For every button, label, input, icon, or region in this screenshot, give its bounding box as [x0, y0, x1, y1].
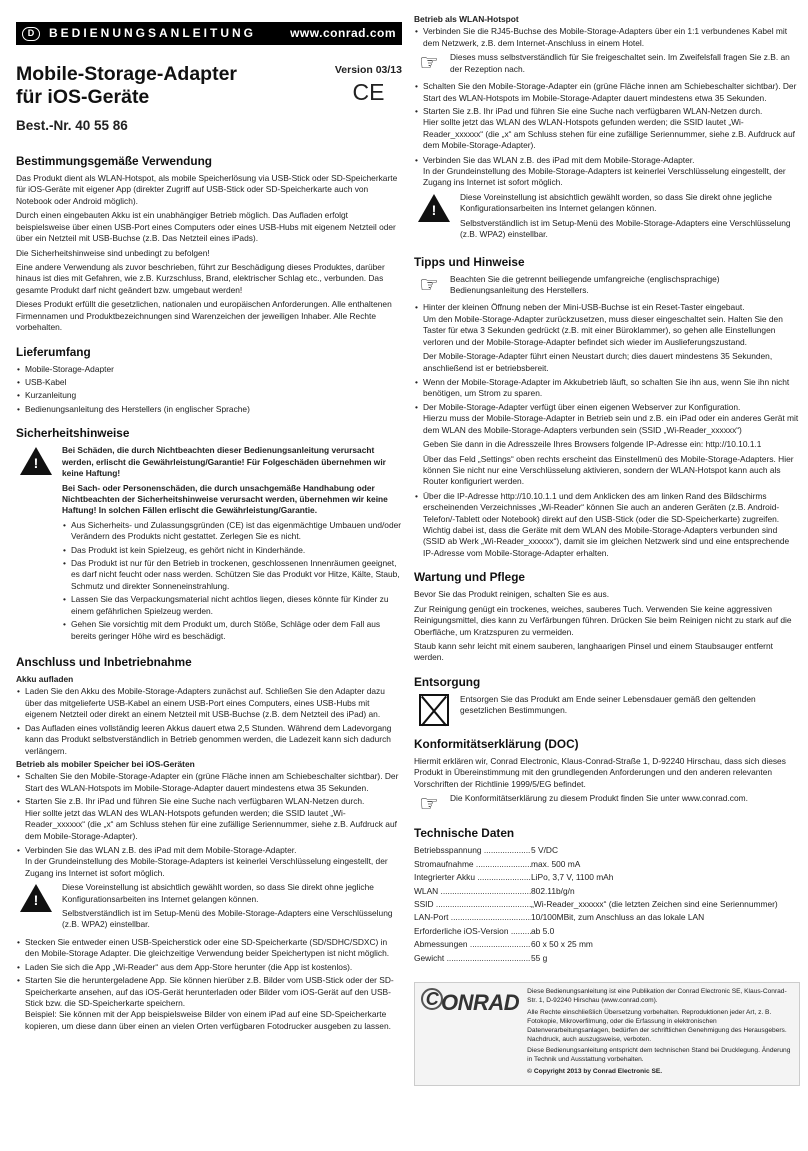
list-item: • Starten Sie z.B. Ihr iPad und führen Sie eine Suche nach verfügbaren WLAN-Netzen durch. Hier sollte jetzt das WLAN des WLAN-Hotspots gefunden werden; die SSID lautet „Wi-Reader_xxxxxx“ (die „x“ am Schluss stehen für eine zufällige Seriennummer, siehe z.B. Aufdruck auf dem Mobile-Storage-Adapter).	[16, 796, 402, 842]
spec-row: Betriebsspannung ..... 5 V/DC	[414, 845, 800, 856]
pointing-hand-icon: ☞	[419, 50, 439, 76]
list-item: • Hinter der kleinen Öffnung neben der Mini-USB-Buchse ist ein Reset-Taster eingebaut. Um den Mobile-Storage-Adapter zurückzusetzen, muss dieser eingeschaltet sein. Halten Sie den Taster für etwa 3 Sekunden gedrückt (z.B. mit einer Büroklammer), so gehen alle Einstellungen verloren und der Mobile-Storage-Adapter befindet sich wieder im Auslieferungszustand. Der Mobile-Storage-Adapter führt einen Neustart durch; dies dauert mindestens 35 Sekunden, anschließend ist er betriebsbereit.	[414, 302, 800, 374]
spec-row: Stromaufnahme ..... max. 500 mA	[414, 859, 800, 870]
list-item: • Das Produkt ist kein Spielzeug, es gehört nicht in Kinderhände.	[62, 545, 402, 556]
header-url: www.conrad.com	[290, 26, 396, 41]
heading-intended-use: Bestimmungsgemäße Verwendung	[16, 153, 213, 168]
heading-connection: Anschluss und Inbetriebnahme	[16, 655, 192, 669]
heading-safety: Sicherheitshinweise	[16, 426, 130, 441]
paragraph: Bei Sach- oder Personenschäden, die durch unsachgemäße Handhabung oder Nichtbeachten der Sicherheitshinweise verursacht werden, übernehmen wir keine Haftung! In solchen Fällen erlischt die Gewährleistung/Garantie.	[62, 482, 388, 516]
crossed-bin-icon	[419, 694, 449, 726]
paragraph: Durch einen eingebauten Akku ist ein unabhängiger Betrieb möglich. Das Aufladen erfolgt beispielsweise über einen USB-Port eines Computers oder eines USB-Hubs mit eigenem Netzteil oder über ein Netzteil mit USB-Buchse (z.B. Das Netzteil eines iPads).	[16, 210, 396, 244]
left-column	[16, 0, 402, 1035]
spec-row: Erforderliche iOS-Version ..... ab 5.0	[414, 926, 800, 937]
note: ☞ Dieses muss selbstverständlich für Sie freigeschaltet sein. Im Zweifelsfall fragen Sie z.B. an der Rezeption nach.	[414, 52, 800, 78]
list-item: • Gehen Sie vorsichtig mit dem Produkt um, durch Stöße, Schläge oder dem Fall aus bereits geringer Höhe wird es beschädigt.	[62, 619, 402, 642]
disposal-note: Entsorgen Sie das Produkt am Ende seiner Lebensdauer gemäß den geltenden gesetzlichen Bestimmungen.	[414, 694, 800, 726]
pointing-hand-icon: ☞	[419, 271, 439, 297]
list-item: • Bedienungsanleitung des Herstellers (in englischer Sprache)	[16, 404, 402, 415]
warning-icon: !	[20, 447, 52, 475]
spec-row: LAN-Port ..... 10/100MBit, zum Anschluss an das lokale LAN	[414, 912, 800, 923]
subheading: Betrieb als mobiler Speicher bei iOS-Geräten	[16, 758, 195, 769]
right-column	[414, 12, 800, 1086]
pointing-hand-icon: ☞	[419, 791, 439, 817]
paragraph: Bei Schäden, die durch Nichtbeachten dieser Bedienungsanleitung verursacht werden, erlischt die Gewährleistung/Garantie! Für Folgeschäden übernehmen wir keine Haftung!	[62, 445, 386, 479]
list-item: • Starten Sie z.B. Ihr iPad und führen Sie eine Suche nach verfügbaren WLAN-Netzen durch. Hier sollte jetzt das WLAN des WLAN-Hotspots gefunden werden; die SSID lautet „Wi-Reader_xxxxxx“ (die „x“ am Schluss stehen für eine zufällige Seriennummer, siehe z.B. Aufdruck auf dem Mobile-Storage-Adapter).	[414, 106, 800, 152]
spec-row: Gewicht ..... 55 g	[414, 953, 800, 964]
list-item: • Kurzanleitung	[16, 390, 402, 401]
list-item: • Verbinden Sie das WLAN z.B. des iPad mit dem Mobile-Storage-Adapter. In der Grundeinstellung des Mobile-Storage-Adapters ist keinerlei Verschlüsselung eingestellt, der Zugang ins Internet ist sofort möglich.	[414, 155, 800, 189]
heading-disposal: Entsorgung	[414, 674, 481, 689]
warning-icon: !	[418, 194, 450, 222]
paragraph: Diese Voreinstellung ist absichtlich gewählt worden, so dass Sie direkt ohne jegliche Konfigurationsarbeiten ins Internet gelangen können.	[62, 882, 374, 904]
safety-warning	[16, 445, 402, 644]
list-item: • Laden Sie den Akku des Mobile-Storage-Adapters zunächst auf. Schließen Sie den Adapter dazu über das mitgelieferte USB-Kabel an einem USB-Port eines Computers, eines USB-Hubs mit eigenem Netzteil oder direkt an einem Netzteil mit USB-Buchse (z.B. dem Netzteil des iPad) an.	[16, 686, 402, 720]
heading-tips: Tipps und Hinweise	[414, 254, 525, 269]
spec-row: SSID ..... „Wi-Reader_xxxxxx“ (die letzten Zeichen sind eine Seriennummer)	[414, 899, 800, 910]
list-item: • Das Aufladen eines vollständig leeren Akkus dauert etwa 2,5 Stunden. Während dem Ladevorgang kann das Produkt selbstverständlich in Betrieb genommen werden, die Ladezeit kann sich dadurch verlängern.	[16, 723, 402, 757]
paragraph: Die Sicherheitshinweise sind unbedingt zu befolgen!	[16, 247, 210, 258]
paragraph: Staub kann sehr leicht mit einem sauberen, langhaarigen Pinsel und einem Staubsauger entfernt werden.	[414, 641, 773, 663]
order-number: Best.-Nr. 40 55 86	[16, 117, 128, 133]
list-item: • Das Produkt ist nur für den Betrieb in trockenen, geschlossenen Innenräumen geeignet, es darf nicht feucht oder nass werden. Schützen Sie das Produkt vor Hitze, Kälte, Staub, Schmutz und direkter Sonneneinstrahlung.	[62, 558, 402, 592]
manual-title: BEDIENUNGSANLEITUNG	[49, 26, 257, 41]
version-label: Version 03/13	[334, 64, 402, 76]
version-block	[335, 63, 402, 109]
list-item: • Schalten Sie den Mobile-Storage-Adapter ein (grüne Fläche innen am Schiebeschalter sichtbar). Der Start des WLAN-Hotspots im Mobile-Storage-Adapter dauert mindestens etwa 35 Sekunden.	[414, 81, 800, 104]
list-item: • Verbinden Sie die RJ45-Buchse des Mobile-Storage-Adapters über ein 1:1 verbundenes Kabel mit dem Netzwerk, z.B. dem Internet-Anschluss in einem Hotel.	[414, 26, 800, 49]
imprint-box: C ONRAD Diese Bedienungsanleitung ist eine Publikation der Conrad Electronic SE, Klaus-Conrad-Str. 1, D-92240 Hirschau (www.conrad.com). Alle Rechte einschließlich Übersetzung vorbehalten. Reproduktionen jeder Art, z. B. Fotokopie, Mikroverfilmung, oder die Erfassung in elektronischen Datenverarbeitungsanlagen, bedürfen der schriftlichen Genehmigung des Herausgebers. Nachdruck, auch auszugsweise, verboten. Diese Bedienungsanleitung entspricht dem technischen Stand bei Drucklegung. Änderung in Technik und Ausstattung vorbehalten. © Copyright 2013 by Conrad Electronic SE.	[414, 982, 800, 1086]
list-item: • USB-Kabel	[16, 377, 402, 388]
list-item: • Lassen Sie das Verpackungsmaterial nicht achtlos liegen, dieses könnte für Kinder zu einem gefährlichen Spielzeug werden.	[62, 594, 402, 617]
list-item: • Verbinden Sie das WLAN z.B. des iPad mit dem Mobile-Storage-Adapter. In der Grundeinstellung des Mobile-Storage-Adapters ist keinerlei Verschlüsselung eingestellt, der Zugang ins Internet ist sofort möglich.	[16, 845, 402, 879]
paragraph: Dieses Produkt erfüllt die gesetzlichen, nationalen und europäischen Anforderungen. Alle enthaltenen Firmennamen und Produktbezeichnungen sind Warenzeichen der jeweiligen Inhaber. Alle Rechte vorbehalten.	[16, 299, 392, 333]
subheading: Betrieb als WLAN-Hotspot	[414, 14, 519, 24]
ce-mark-icon: CE	[352, 79, 385, 106]
paragraph: Das Produkt dient als WLAN-Hotspot, als mobile Speicherlösung via USB-Stick oder SD-Speicherkarte für iOS-Geräte mit eigener App (direkter Zugriff auf USB-Stick oder SD-Speicherkarte auch von Notebook oder Android möglich).	[16, 173, 398, 206]
spec-table	[414, 845, 800, 964]
paragraph: Selbstverständlich ist im Setup-Menü des Mobile-Storage-Adapters eine Verschlüsselung (z.B. WPA2) einstellbar.	[62, 908, 393, 930]
list-item: • Schalten Sie den Mobile-Storage-Adapter ein (grüne Fläche innen am Schiebeschalter sichtbar). Der Start des WLAN-Hotspots im Mobile-Storage-Adapter dauert mindestens etwa 35 Sekunden.	[16, 771, 402, 794]
language-badge: D	[22, 27, 40, 41]
paragraph: Zur Reinigung genügt ein trockenes, weiches, sauberes Tuch. Verwenden Sie keine aggressiven Reinigungsmittel, dies kann zu Verfärbungen führen. Drücken Sie beim Reinigen nicht zu stark auf die Oberfläche, um Kratzspuren zu vermeiden.	[414, 603, 792, 637]
list-item: • Wenn der Mobile-Storage-Adapter im Akkubetrieb läuft, so schalten Sie ihn aus, wenn Sie ihn nicht benötigen, um Strom zu sparen.	[414, 377, 800, 400]
note: ☞ Beachten Sie die getrennt beiliegende umfangreiche (englischsprachige) Bedienungsanleitung des Herstellers.	[414, 274, 800, 300]
paragraph: Eine andere Verwendung als zuvor beschrieben, führt zur Beschädigung dieses Produktes, darüber hinaus ist dies mit Gefahren, wie z.B. Kurzschluss, Brand, elektrischer Schlag etc., verbunden. Das gesamte Produkt darf nicht geändert bzw. umgebaut werden!	[16, 261, 385, 295]
header-banner	[16, 22, 402, 45]
list-item: • Aus Sicherheits- und Zulassungsgründen (CE) ist das eigenmächtige Umbauen und/oder Verändern des Produkts nicht gestattet. Zerlegen Sie es nicht.	[62, 520, 402, 543]
paragraph: Bevor Sie das Produkt reinigen, schalten Sie es aus.	[414, 589, 610, 600]
list-item: • Stecken Sie entweder einen USB-Speicherstick oder eine SD-Speicherkarte (SD/SDHC/SDXC) in den Mobile-Storage Adapter. Die gleichzeitige Verwendung beider Speichertypen ist nicht möglich.	[16, 937, 402, 960]
list-item: • Starten Sie die heruntergeladene App. Sie können hierüber z.B. Bilder vom USB-Stick oder der SD-Speicherkarte ansehen, auf das iOS-Gerät herunterladen oder Bilder vom iOS-Gerät auf den USB-Stick bzw. die SD-Speicherkarte speichern. Beispiel: Sie können mit der App beispielsweise Bilder von einem iPad auf eine SD-Speicherkarte kopieren, um diese dann über einen an vielen Orten verfügbaren Fotodrucker ausgeben zu lassen.	[16, 975, 402, 1032]
warning-icon: !	[20, 884, 52, 912]
title-row	[16, 63, 402, 109]
paragraph: Hiermit erklären wir, Conrad Electronic, Klaus-Conrad-Straße 1, D-92240 Hirschau, dass sich dieses Produkt in Übereinstimmung mit den grundlegenden Anforderungen und den anderen relevanten Vorschriften der Richtlinie 1999/5/EG befindet.	[414, 755, 786, 789]
spec-row: WLAN ..... 802.11b/g/n	[414, 886, 800, 897]
heading-maintenance: Wartung und Pflege	[414, 570, 525, 585]
config-warning	[16, 882, 402, 934]
config-warning: ! Diese Voreinstellung ist absichtlich gewählt worden, so dass Sie direkt ohne jegliche Konfigurationsarbeiten ins Internet gelangen können. Selbstverständlich ist im Setup-Menü des Mobile-Storage-Adapters eine Verschlüsselung (z.B. WPA2) einstellbar.	[414, 192, 800, 244]
product-title: Mobile-Storage-Adapter für iOS-Geräte	[16, 63, 238, 108]
heading-specs: Technische Daten	[414, 826, 515, 841]
list-item: • Über die IP-Adresse http://10.10.1.1 und dem Anklicken des am linken Rand des Bildschirms erscheinenden Verzeichnisses „Wi-Reader“ können Sie auch an anderen Geräten (z.B. Android-Telefon/-Tablett oder Notebook) direkt auf den USB-Stick (oder die SD-Speicherkarte) zugreifen. Wichtig dabei ist, dass die Geräte mit dem WLAN des Mobile-Storage-Adapters verbunden sind (SSID ab Werk „Wi-Reader_xxxxxx“), damit sie im gleichen Netzwerk sind und eine entsprechende IP-Adresse vom Mobile-Storage-Adapter erhalten.	[414, 491, 800, 560]
list-item: • Der Mobile-Storage-Adapter verfügt über einen eigenen Webserver zur Konfiguration. Hierzu muss der Mobile-Storage-Adapter in Betrieb sein und z.B. ein iPad oder ein anderes Gerät mit dem WLAN des Mobile-Storage-Adapters verbunden sein (SSID „Wi-Reader_xxxxxx“) Geben Sie dann in die Adresszeile Ihres Browsers folgende IP-Adresse ein: http://10.10.1.1 Über das Feld „Settings“ oben rechts erscheint das Einstellmenü des Mobile-Storage-Adapters. Hier können Sie nicht nur eine Verschlüsselung aktivieren, sondern der WLAN-Hotspot kann auch als Router konfiguriert werden.	[414, 402, 800, 488]
note: ☞ Die Konformitätserklärung zu diesem Produkt finden Sie unter www.conrad.com.	[414, 793, 800, 815]
list-item: • Mobile-Storage-Adapter	[16, 364, 402, 375]
heading-scope-of-delivery: Lieferumfang	[16, 344, 91, 359]
subheading: Akku aufladen	[16, 674, 74, 685]
list-item: • Laden Sie sich die App „Wi-Reader“ aus dem App-Store herunter (die App ist kostenlos).	[16, 962, 402, 973]
delivery-list	[16, 364, 402, 416]
spec-row: Abmessungen ..... 60 x 50 x 25 mm	[414, 939, 800, 950]
spec-row: Integrierter Akku ..... LiPo, 3,7 V, 1100 mAh	[414, 872, 800, 883]
conrad-logo: C ONRAD	[421, 988, 519, 1080]
heading-conformity: Konformitätserklärung (DOC)	[414, 736, 579, 751]
